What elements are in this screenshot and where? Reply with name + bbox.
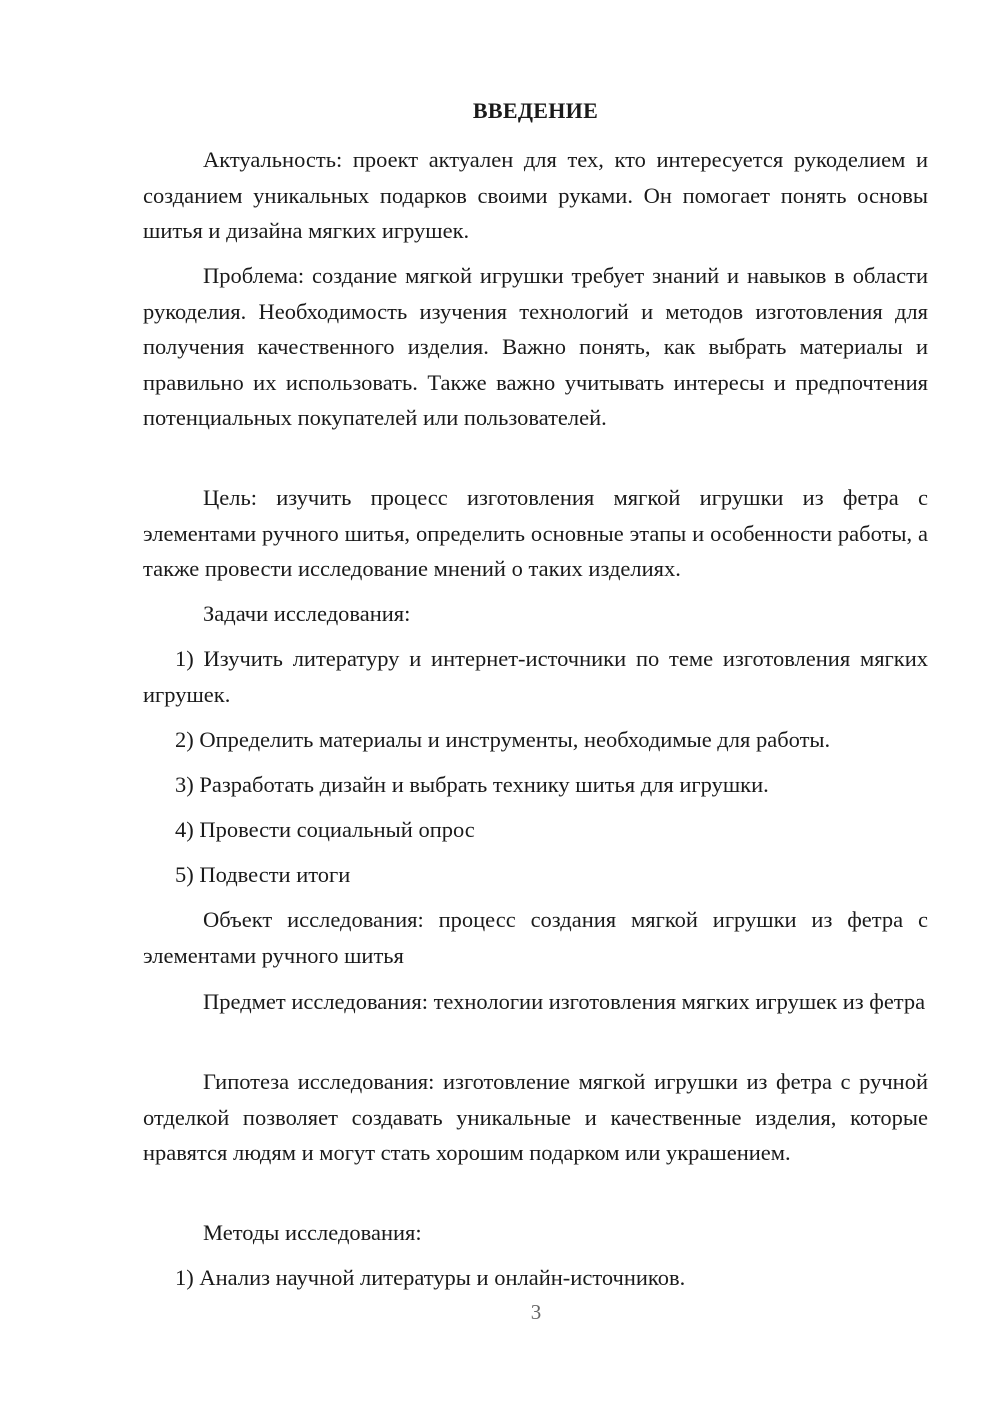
task-item: 4) Провести социальный опрос — [175, 817, 475, 842]
task-item: 3) Разработать дизайн и выбрать технику шитья для игрушки. — [175, 772, 769, 797]
paragraph-object: Объект исследования: процесс создания мягкой игрушки из фетра с элементами ручного шитья — [143, 907, 928, 968]
paragraph-problem: Проблема: создание мягкой игрушки требует знаний и навыков в области рукоделия. Необходимость изучения технологий и методов изготовления для получения качественного изделия. Важно понять, как выбрать материалы и правильно их использовать. Также важно учитывать интересы и предпочтения потенциальных покупателей или пользователей. — [143, 263, 928, 430]
paragraph-subject: Предмет исследования: технологии изготовления мягких игрушек из фетра — [203, 989, 926, 1014]
method-item: 1) Анализ научной литературы и онлайн-источников. — [175, 1265, 686, 1290]
methods-heading: Методы исследования: — [203, 1220, 422, 1245]
page-number: 3 — [530, 1300, 542, 1324]
paragraph-relevance: Актуальность: проект актуален для тех, кто интересуется рукоделием и созданием уникальных подарков своими руками. Он помогает понять основы шитья и дизайна мягких игрушек. — [143, 147, 928, 243]
task-item: 1) Изучить литературу и интернет-источники по теме изготовления мягких игрушек. — [143, 646, 928, 707]
tasks-heading: Задачи исследования: — [203, 601, 411, 626]
paragraph-goal: Цель: изучить процесс изготовления мягкой игрушки из фетра с элементами ручного шитья, определить основные этапы и особенности работы, а также провести исследование мнений о таких изделиях. — [143, 485, 928, 581]
section-title: ВВЕДЕНИЕ — [472, 98, 599, 123]
paragraph-hypothesis: Гипотеза исследования: изготовление мягкой игрушки из фетра с ручной отделкой позволяет создавать уникальные и качественные изделия, которые нравятся людям и могут стать хорошим подарком или украшением. — [143, 1069, 928, 1165]
task-item: 2) Определить материалы и инструменты, необходимые для работы. — [175, 727, 831, 752]
task-item: 5) Подвести итоги — [175, 862, 351, 887]
